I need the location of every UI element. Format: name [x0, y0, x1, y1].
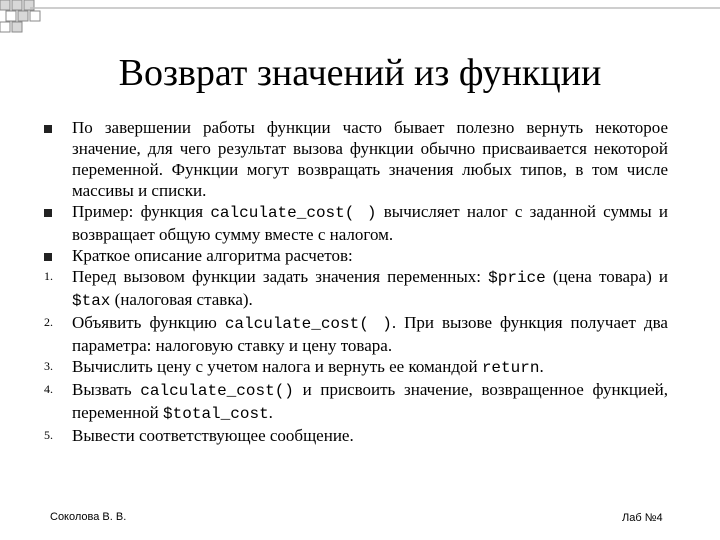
list-item: [44, 312, 668, 356]
deco-square: [18, 11, 28, 21]
code-fragment: $price: [488, 269, 546, 287]
code-fragment: calculate_cost( ): [224, 315, 392, 333]
list-number: 4.: [44, 382, 53, 396]
slide-body: [44, 117, 668, 446]
code-fragment: calculate_cost( ): [210, 204, 377, 222]
code-fragment: $total_cost: [163, 405, 269, 423]
list-number: 1.: [44, 269, 53, 283]
deco-square: [6, 11, 16, 21]
text-fragment: Перед вызовом функции задать значения переменных:: [72, 267, 489, 286]
text-fragment: (налоговая ставка).: [110, 290, 253, 309]
list-item: [44, 117, 668, 201]
list-item: [44, 245, 668, 266]
square-bullet-icon: [44, 253, 52, 261]
text-fragment: (цена товара) и: [545, 267, 668, 286]
text-fragment: Вычислить цену с учетом налога и вернуть ее командой: [72, 357, 482, 376]
footer-author: Соколова В. В.: [50, 511, 127, 523]
code-fragment: return: [481, 359, 540, 377]
list-item: [44, 379, 668, 425]
square-bullet-icon: [44, 125, 52, 133]
deco-square: [30, 11, 40, 21]
code-fragment: $tax: [72, 292, 111, 310]
square-bullet-icon: [44, 117, 70, 138]
deco-square: [12, 0, 22, 10]
text-fragment: Вызвать: [72, 380, 141, 399]
list-item: [44, 201, 668, 245]
text-fragment: .: [268, 403, 273, 422]
deco-square: [0, 22, 10, 32]
text-fragment: Вывести соответствующее сообщение.: [72, 426, 354, 445]
deco-square: [0, 0, 10, 10]
list-number: 5.: [44, 428, 53, 442]
square-bullet-icon: [44, 209, 52, 217]
list-item: [44, 356, 668, 379]
deco-square: [12, 22, 22, 32]
list-item: [44, 266, 668, 312]
square-bullet-icon: [44, 245, 70, 266]
text-fragment: Краткое описание алгоритма расчетов:: [72, 246, 353, 265]
text-fragment: Объявить функцию: [72, 313, 225, 332]
list-item: [44, 425, 668, 446]
list-number: 2.: [44, 315, 53, 329]
footer-lab-number: Лаб №4: [622, 512, 663, 524]
text-fragment: . При вызове функция получает два параметра: налоговую ставку и цену товара.: [72, 313, 668, 355]
text-fragment: и присвоить значение, возвращенное функцией, переменной: [72, 380, 668, 422]
slide-title: Возврат значений из функции: [118, 52, 602, 94]
list-number: 3.: [44, 359, 53, 373]
square-bullet-icon: [44, 201, 70, 222]
code-fragment: calculate_cost(): [140, 382, 294, 400]
text-fragment: вычисляет налог с заданной суммы и возвращает общую сумму вместе с налогом.: [72, 202, 669, 244]
text-fragment: Пример: функция: [72, 202, 211, 221]
text-fragment: .: [539, 357, 544, 376]
text-fragment: По завершении работы функции часто бывает полезно вернуть некоторое значение, для чего результат вызова функции обычно присваивается некоторой переменной. Функции могут возвращать значения любых типов, в том числе массивы и списки.: [72, 118, 668, 200]
